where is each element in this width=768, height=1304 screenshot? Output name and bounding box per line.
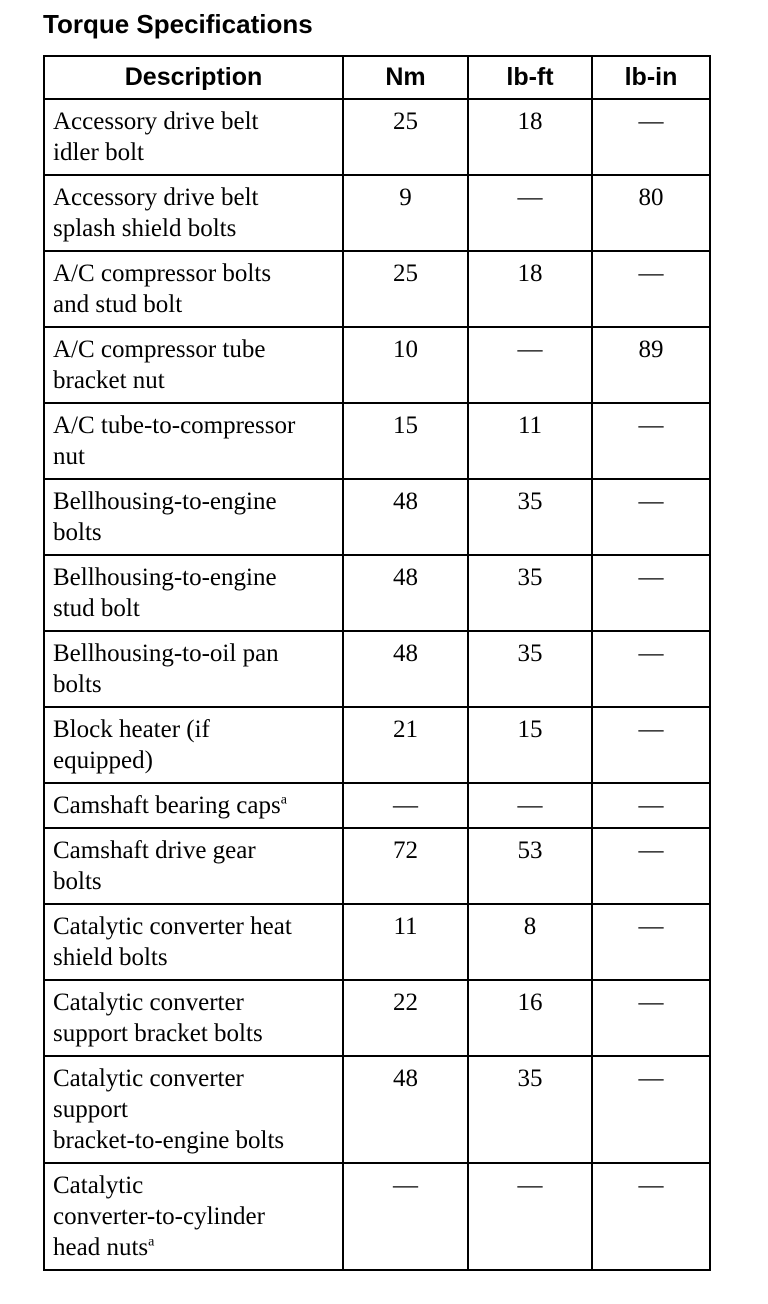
- table-row: [44, 175, 710, 251]
- page-title: Torque Specifications: [43, 9, 313, 39]
- value-nm: —: [343, 1163, 468, 1270]
- value-nm: 72: [343, 828, 468, 904]
- description-text: Camshaft drive gear bolts: [53, 837, 256, 895]
- value-nm: 22: [343, 980, 468, 1056]
- description-text: Camshaft bearing caps: [53, 792, 281, 819]
- table-row: [44, 99, 710, 175]
- value-lb-ft: —: [468, 1163, 592, 1270]
- row-description: [44, 631, 343, 707]
- value-lb-in: —: [592, 904, 710, 980]
- torque-spec-table: [43, 55, 711, 1271]
- value-lb-in: 80: [592, 175, 710, 251]
- value-nm: 48: [343, 631, 468, 707]
- table-row: [44, 707, 710, 783]
- table-row: [44, 479, 710, 555]
- row-description: [44, 327, 343, 403]
- description-text: A/C compressor bolts and stud bolt: [53, 260, 272, 318]
- row-description: [44, 1056, 343, 1163]
- table-row: [44, 980, 710, 1056]
- value-lb-ft: —: [468, 175, 592, 251]
- value-lb-in: —: [592, 251, 710, 327]
- description-text: A/C tube-to-compressor nut: [53, 412, 296, 470]
- row-description: [44, 175, 343, 251]
- description-text: Block heater (if equipped): [53, 716, 210, 774]
- value-lb-ft: —: [468, 783, 592, 828]
- value-lb-ft: 35: [468, 631, 592, 707]
- row-description: [44, 479, 343, 555]
- table-row: [44, 904, 710, 980]
- value-nm: 15: [343, 403, 468, 479]
- value-lb-ft: 11: [468, 403, 592, 479]
- description-text: Catalytic converter-to-cylinder head nuts: [53, 1172, 265, 1261]
- value-lb-ft: 53: [468, 828, 592, 904]
- value-lb-in: —: [592, 828, 710, 904]
- table-row: [44, 403, 710, 479]
- row-description: [44, 99, 343, 175]
- header-description: Description: [44, 56, 343, 99]
- table-row: [44, 327, 710, 403]
- table-row: [44, 251, 710, 327]
- row-description: [44, 904, 343, 980]
- description-text: Accessory drive belt splash shield bolts: [53, 184, 259, 242]
- table-row: [44, 828, 710, 904]
- value-nm: 48: [343, 1056, 468, 1163]
- description-text: Catalytic converter support bracket-to-engine bolts: [53, 1065, 285, 1154]
- value-lb-ft: 35: [468, 1056, 592, 1163]
- row-description: [44, 707, 343, 783]
- value-nm: 48: [343, 555, 468, 631]
- table-row: [44, 1056, 710, 1163]
- header-lb-ft: lb-ft: [468, 56, 592, 99]
- value-lb-in: —: [592, 631, 710, 707]
- table-row: [44, 1163, 710, 1270]
- row-description: [44, 251, 343, 327]
- row-description: [44, 783, 343, 828]
- value-lb-in: —: [592, 707, 710, 783]
- description-text: Bellhousing-to-oil pan bolts: [53, 640, 279, 698]
- table-row: [44, 555, 710, 631]
- footnote-marker: a: [148, 1234, 155, 1250]
- description-text: Accessory drive belt idler bolt: [53, 108, 259, 166]
- value-lb-in: 89: [592, 327, 710, 403]
- value-lb-ft: 18: [468, 251, 592, 327]
- value-lb-ft: 8: [468, 904, 592, 980]
- value-nm: —: [343, 783, 468, 828]
- description-text: Catalytic converter heat shield bolts: [53, 913, 292, 971]
- description-text: A/C compressor tube bracket nut: [53, 336, 266, 394]
- value-lb-ft: 18: [468, 99, 592, 175]
- description-text: Catalytic converter support bracket bolts: [53, 989, 263, 1047]
- value-lb-ft: 16: [468, 980, 592, 1056]
- value-lb-ft: 15: [468, 707, 592, 783]
- value-lb-in: —: [592, 1163, 710, 1270]
- value-lb-ft: —: [468, 327, 592, 403]
- value-lb-in: —: [592, 1056, 710, 1163]
- value-lb-in: —: [592, 555, 710, 631]
- description-text: Bellhousing-to-engine bolts: [53, 488, 277, 546]
- value-lb-in: —: [592, 479, 710, 555]
- value-lb-in: —: [592, 783, 710, 828]
- footnote-marker: a: [280, 792, 287, 808]
- row-description: [44, 403, 343, 479]
- value-nm: 10: [343, 327, 468, 403]
- value-lb-in: —: [592, 403, 710, 479]
- table-row: [44, 631, 710, 707]
- header-lb-in: lb-in: [592, 56, 710, 99]
- value-nm: 21: [343, 707, 468, 783]
- value-nm: 25: [343, 251, 468, 327]
- value-nm: 25: [343, 99, 468, 175]
- header-row: [44, 56, 710, 99]
- row-description: [44, 555, 343, 631]
- value-lb-in: —: [592, 99, 710, 175]
- row-description: [44, 828, 343, 904]
- row-description: [44, 980, 343, 1056]
- description-text: Bellhousing-to-engine stud bolt: [53, 564, 277, 622]
- value-nm: 11: [343, 904, 468, 980]
- header-nm: Nm: [343, 56, 468, 99]
- value-lb-in: —: [592, 980, 710, 1056]
- value-lb-ft: 35: [468, 479, 592, 555]
- row-description: [44, 1163, 343, 1270]
- value-lb-ft: 35: [468, 555, 592, 631]
- value-nm: 48: [343, 479, 468, 555]
- value-nm: 9: [343, 175, 468, 251]
- table-row: [44, 783, 710, 828]
